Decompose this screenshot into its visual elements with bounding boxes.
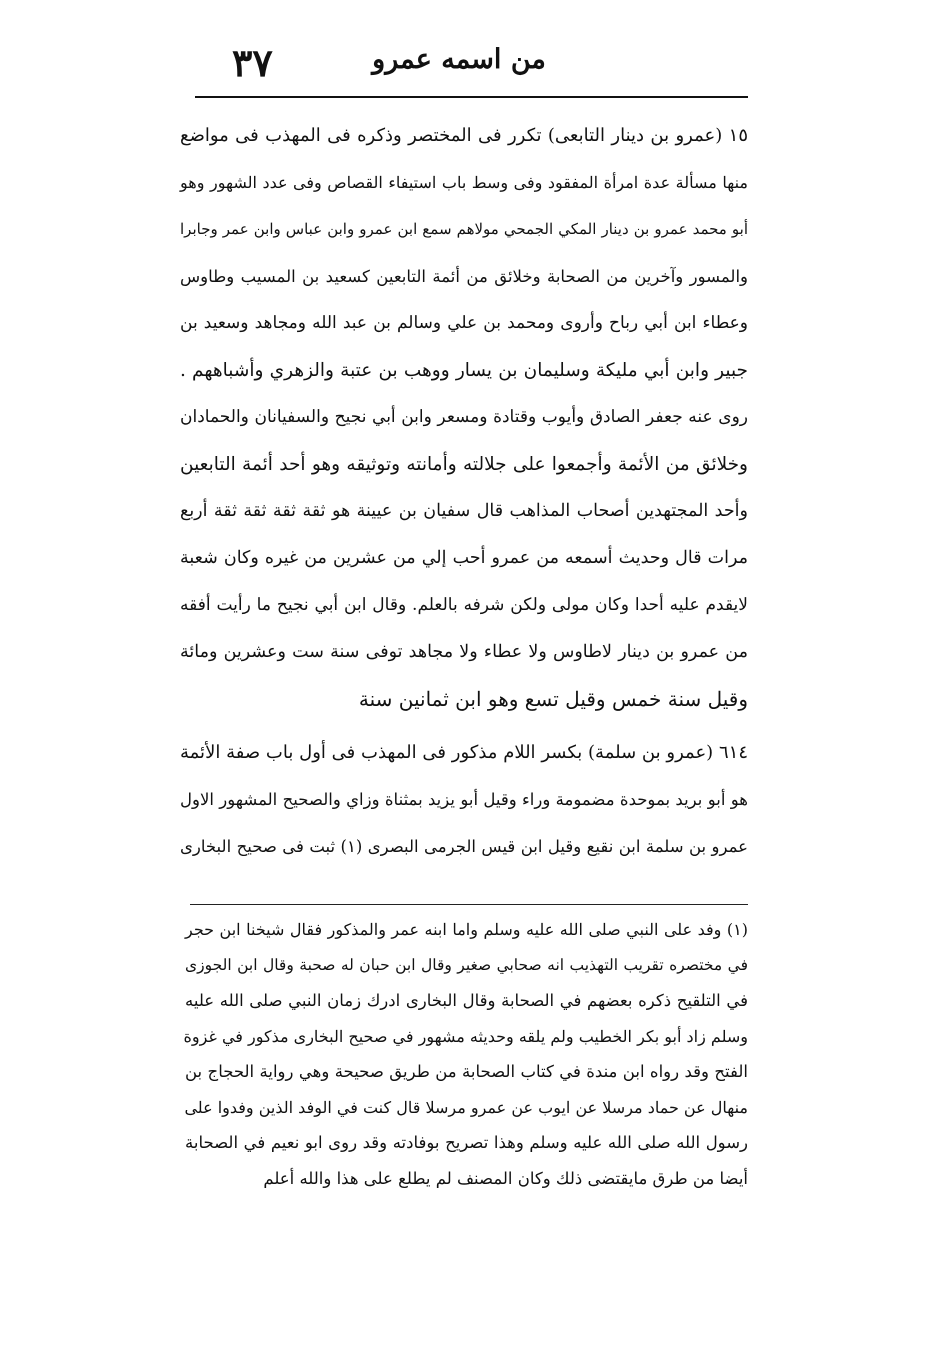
- footnote-line: الفتح وقد رواه ابن مندة في كتاب الصحابة من طريق صحيحة وهي رواية الحجاج بن: [185, 1062, 748, 1081]
- text-line: عمرو بن سلمة ابن نقيع وقيل ابن قيس الجرمى البصرى (١) ثبت فى صحيح البخارى: [180, 837, 749, 856]
- text-line: وخلائق من الأئمة وأجمعوا على جلالته وأمانته وتوثيقه وهو أحد أئمة التابعين: [180, 454, 748, 475]
- running-title: من اسمه عمرو: [372, 44, 546, 75]
- footnote-line: رسول الله صلى الله عليه وسلم وهذا تصريح بوفادته وقد روى ابو نعيم في الصحابة: [185, 1133, 748, 1152]
- footnote-line: منهال عن حماد مرسلا عن ايوب عن عمرو مرسلا قال كنت في الوفد الذين وفدوا على: [184, 1097, 748, 1117]
- text-line: وقيل سنة خمس وقيل تسع وهو ابن ثمانين سنة: [358, 687, 748, 711]
- main-text: [180, 112, 748, 870]
- text-line: ٦١٤ (عمرو بن سلمة) بكسر اللام مذكور فى المهذب فى أول باب صفة الأئمة: [180, 742, 748, 763]
- text-line: مرات قال وحديث أسمعه من عمرو أحب إلي من عشرين من غيره وكان شعبة: [180, 548, 748, 568]
- text-line: وعطاء ابن أبي رباح وأروى ومحمد بن علي وسالم بن عبد الله ومجاهد وسعيد بن: [180, 313, 748, 333]
- footnote-line: أيضا من طرق مايقتضى ذلك وكان المصنف لم يطلع على هذا والله أعلم: [263, 1168, 748, 1188]
- footnote-block: [185, 912, 748, 1196]
- text-line: أبو محمد عمرو بن دينار المكي الجمحي مولاهم سمع ابن عمرو وابن عباس وابن عمر وجابرا: [180, 220, 748, 238]
- text-line: ١٥ (عمرو بن دينار التابعى) تكرر فى المختصر وذكره فى المهذب فى مواضع: [180, 125, 748, 146]
- footnote-rule: [190, 904, 748, 905]
- footnote-line: في مختصره تقريب التهذيب انه صحابي صغير وقال ابن حبان له صحبة وقال ابن الجوزى: [185, 955, 748, 974]
- entry-amr-ibn-dinar: [180, 112, 748, 723]
- text-line: والمسور وآخرين من الصحابة وخلائق من أئمة التابعين كسعيد بن المسيب وطاوس: [180, 267, 748, 286]
- text-line: روى عنه جعفر الصادق وأيوب وقتادة ومسعر وابن أبي نجيح والسفيانان والحمادان: [180, 407, 748, 427]
- text-line: وأحد المجتهدين أصحاب المذاهب قال سفيان بن عيينة هو ثقة ثقة ثقة ثقة أربع: [180, 501, 748, 521]
- entry-amr-ibn-salama: [180, 729, 748, 870]
- footnote-line: وسلم زاد أبو بكر الخطيب ولم يلقه وحديثه مشهور في صحيح البخارى مذكور في غزوة: [183, 1026, 748, 1046]
- text-line: من عمرو بن دينار لاطاوس ولا عطاء ولا مجاهد توفى سنة ست وعشرين ومائة: [180, 642, 748, 662]
- footnote-line: (١) وفد على النبي صلى الله عليه وسلم واما ابنه عمر والمذكور فقال شيخنا ابن حجر: [185, 920, 748, 939]
- page-header: [170, 40, 748, 94]
- text-line: جبير وابن أبي مليكة وسليمان بن يسار ووهب بن عتبة والزهري وأشباههم .: [180, 360, 748, 381]
- text-line: منها مسألة عدة امرأة المفقود وفى وسط باب استيفاء القصاص وفى عدد الشهور وهو: [180, 173, 748, 192]
- page-number: ٣٧: [232, 40, 273, 85]
- text-line: هو أبو بريد بموحدة مضمومة وراء وقيل أبو يزيد بمثناة وزاي والصحيح المشهور الاول: [180, 790, 748, 809]
- header-rule: [195, 96, 748, 98]
- footnote-line: في التلقيح ذكره بعضهم في الصحابة وقال البخارى ادرك زمان النبي صلى الله عليه: [185, 991, 748, 1010]
- text-line: لايقدم عليه أحدا وكان مولى ولكن شرفه بالعلم. وقال ابن أبي نجيح ما رأيت أفقه: [180, 595, 748, 615]
